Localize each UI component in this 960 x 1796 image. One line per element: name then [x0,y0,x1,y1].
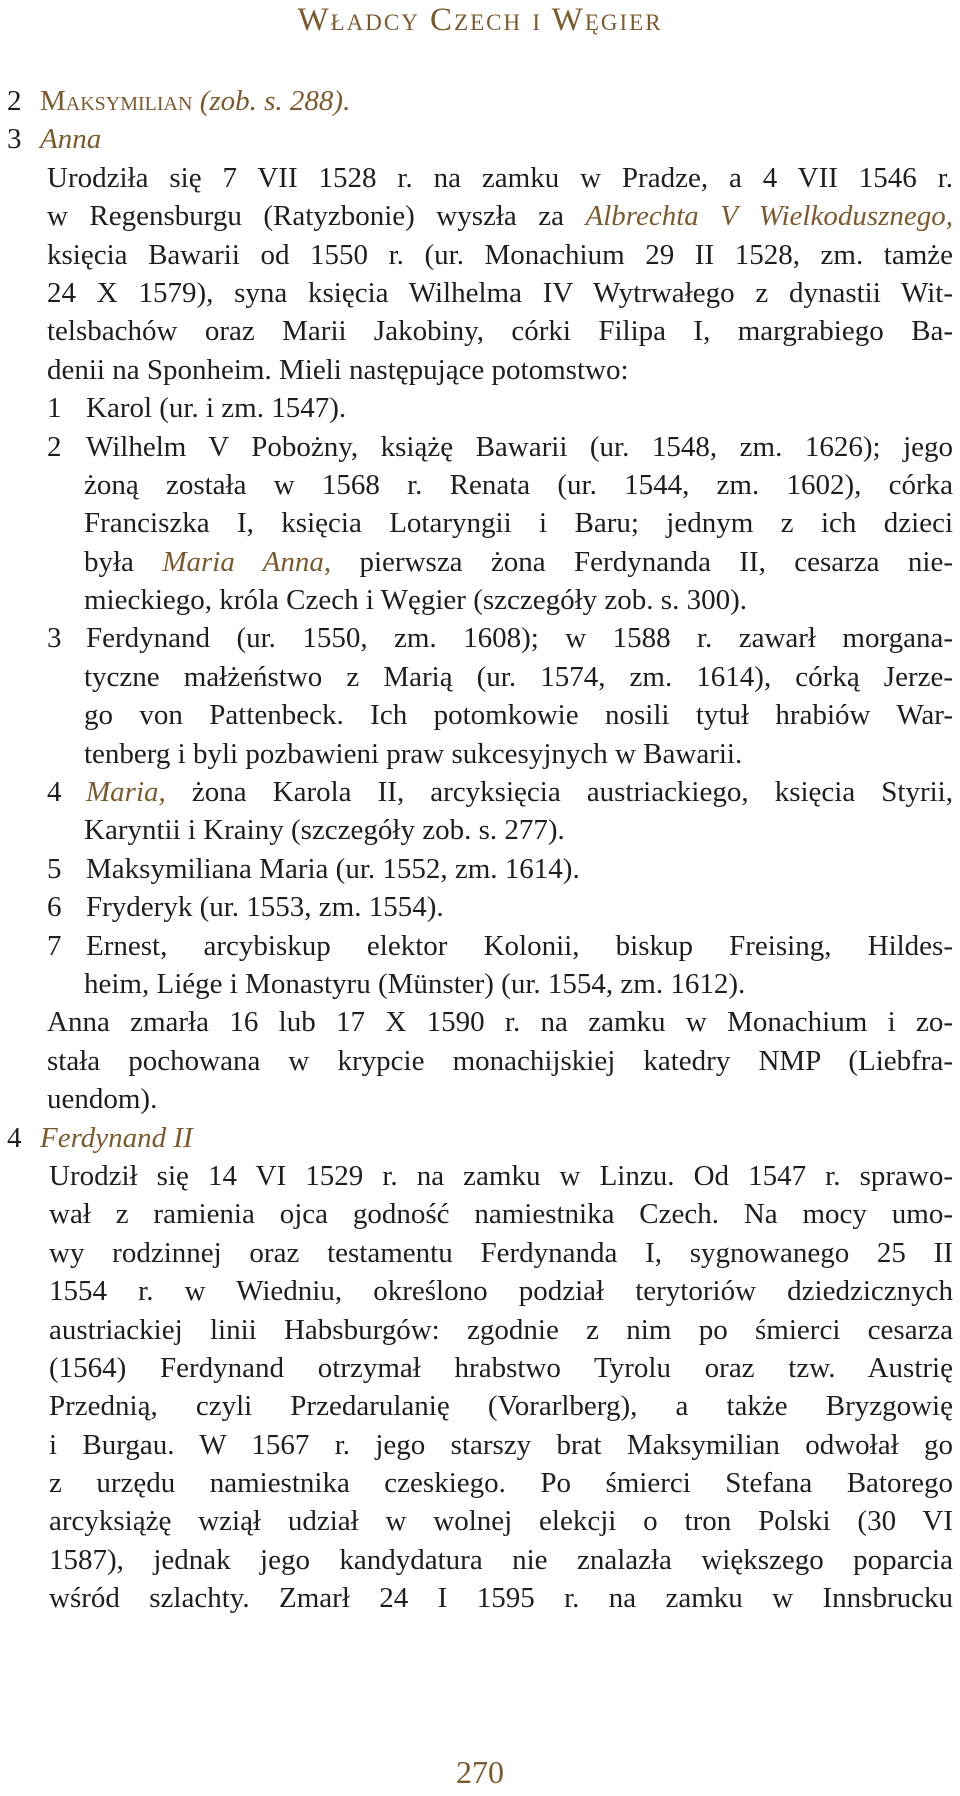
child-item-line: była Maria Anna, pierwsza żona Ferdynanda II, cesarza nie- [84,545,953,578]
child-item-line: żoną została w 1568 r. Renata (ur. 1544, zm. 1602), córka [84,468,953,501]
child-item: 7 Ernest, arcybiskup elektor Kolonii, biskup Freising, Hildes- [47,929,953,962]
paragraph-line: Anna zmarła 16 lub 17 X 1590 r. na zamku w Monachium i zo- [47,1006,953,1039]
paragraph-line: uendom). [47,1083,158,1116]
entry-name: Anna [40,123,102,156]
child-item: 4 Maria, żona Karola II, arcyksięcia austriackiego, księcia Styrii, [47,776,953,809]
page-body [7,82,953,1618]
entry-3 [7,120,953,158]
paragraph-line: Przednią, czyli Przedarulanię (Vorarlberg), a także Bryzgowię [49,1390,953,1423]
child-item-line: Franciszka I, księcia Lotaryngii i Baru; jednym z ich dzieci [84,507,953,540]
child-item: 2 Wilhelm V Pobożny, książę Bawarii (ur. 1548, zm. 1626); jego [47,430,953,463]
person-link[interactable]: Albrechta V Wielkodusznego, [585,200,953,233]
child-item-line: tyczne małżeństwo z Marią (ur. 1574, zm. 1614), córką Jerze- [84,660,953,693]
paragraph-line: w Regensburgu (Ratyzbonie) wyszła za Albrechta V Wielkodusznego, [47,200,953,233]
entry-name: Maksymilian [40,85,193,117]
child-item-line: mieckiego, króla Czech i Węgier (szczegóły zob. s. 300). [84,584,747,617]
paragraph-line: (1564) Ferdynand otrzymał hrabstwo Tyrolu oraz tzw. Austrię [49,1351,953,1384]
paragraph-line: arcyksiążę wziął udział w wolnej elekcji o tron Polski (30 VI [49,1505,953,1538]
entry-name: Ferdynand II [40,1121,193,1154]
child-item: 5 Maksymiliana Maria (ur. 1552, zm. 1614). [47,852,580,885]
child-item-line: Karyntii i Krainy (szczegóły zob. s. 277). [84,814,565,847]
child-item-line: heim, Liége i Monastyru (Münster) (ur. 1554, zm. 1612). [84,967,746,1000]
paragraph-line: telsbachów oraz Marii Jakobiny, córki Filipa I, margrabiego Ba- [47,315,953,348]
child-item-line: tenberg i byli pozbawieni praw sukcesyjnych w Bawarii. [84,737,743,770]
entry-number: 4 [7,1121,22,1154]
paragraph-line: Urodziła się 7 VII 1528 r. na zamku w Pradze, a 4 VII 1546 r. [47,161,953,194]
person-link[interactable]: Maria, [86,776,166,809]
paragraph-line: wał z ramienia ojca godność namiestnika Czech. Na mocy umo- [49,1198,953,1231]
child-item: 1 Karol (ur. i zm. 1547). [47,392,347,425]
page-reference[interactable]: (zob. s. 288). [199,85,351,117]
paragraph-line: księcia Bawarii od 1550 r. (ur. Monachium 29 II 1528, zm. tamże [47,238,953,271]
child-item-line: go von Pattenbeck. Ich potomkowie nosili tytuł hrabiów War- [84,699,953,732]
entry-number: 3 [7,123,22,156]
child-item: 6 Fryderyk (ur. 1553, zm. 1554). [47,891,444,924]
paragraph-line: denii na Sponheim. Mieli następujące potomstwo: [47,353,629,386]
paragraph-line: i Burgau. W 1567 r. jego starszy brat Maksymilian odwołał go [49,1428,953,1461]
running-header: Władcy Czech i Węgier [297,2,663,38]
paragraph-line: z urzędu namiestnika czeskiego. Po śmierci Stefana Batorego [49,1467,953,1500]
paragraph-line: wśród szlachty. Zmarł 24 I 1595 r. na zamku w Innsbrucku [49,1582,953,1615]
person-link[interactable]: Maria Anna, [162,545,332,578]
paragraph-line: wy rodzinnej oraz testamentu Ferdynanda I, sygnowanego 25 II [49,1236,953,1269]
child-item: 3 Ferdynand (ur. 1550, zm. 1608); w 1588 r. zawarł morgana- [47,622,953,655]
entry-number: 2 [7,85,22,117]
paragraph-line: austriackiej linii Habsburgów: zgodnie z nim po śmierci cesarza [49,1313,953,1346]
paragraph-line: 1554 r. w Wiedniu, określono podział terytoriów dziedzicznych [49,1275,953,1308]
page-number: 270 [456,1754,504,1790]
paragraph-line: stała pochowana w krypcie monachijskiej katedry NMP (Liebfra- [47,1044,953,1077]
paragraph-line: 1587), jednak jego kandydatura nie znalazła większego poparcia [49,1543,953,1576]
entry-2 [7,82,953,120]
entry-4 [7,1119,953,1157]
paragraph-line: 24 X 1579), syna księcia Wilhelma IV Wytrwałego z dynastii Wit- [47,276,953,309]
paragraph-line: Urodził się 14 VI 1529 r. na zamku w Linzu. Od 1547 r. sprawo- [49,1159,953,1192]
